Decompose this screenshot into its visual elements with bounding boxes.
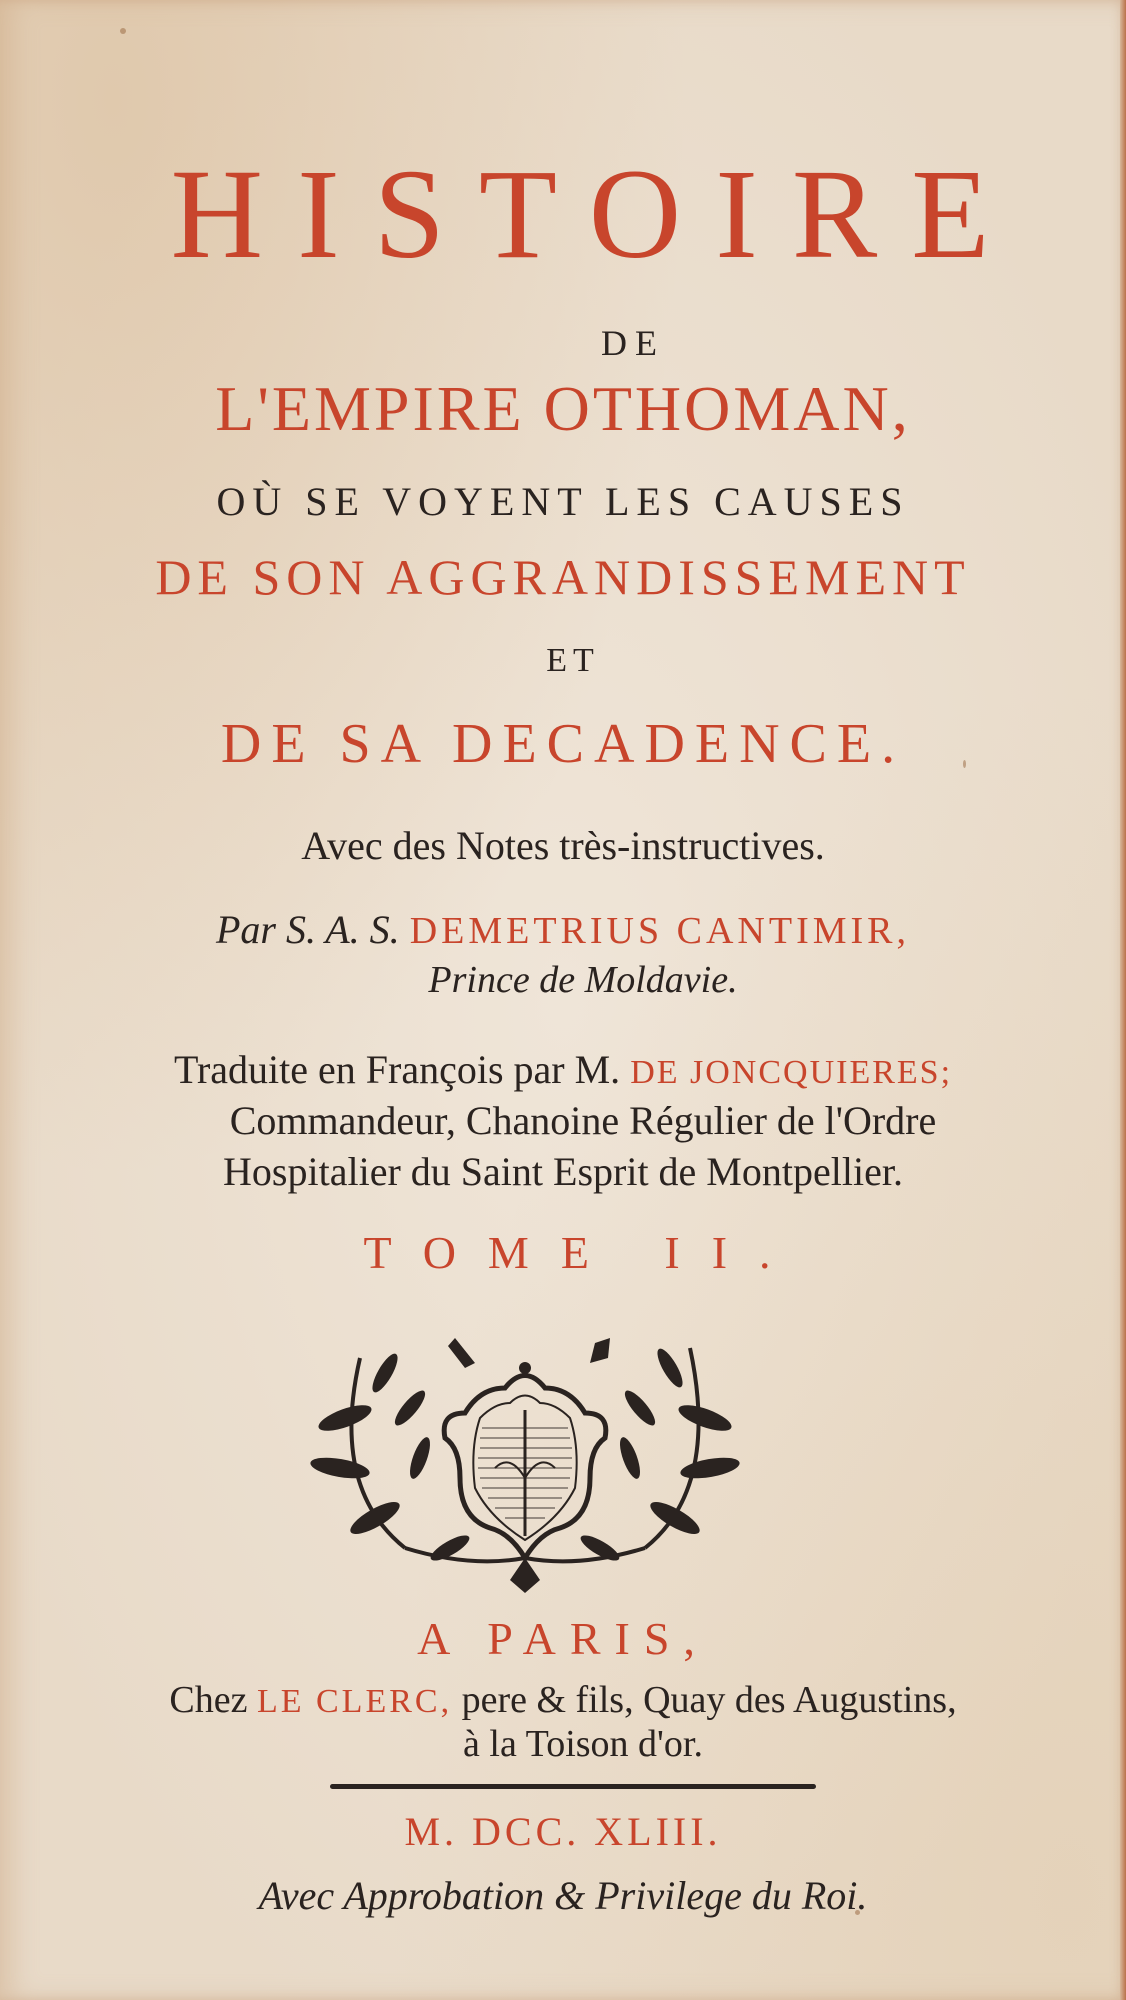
translator-line-2: Commandeur, Chanoine Régulier de l'Ordre (229, 1098, 937, 1143)
notes-line: Avec des Notes très-instructives. (301, 823, 825, 868)
title-de: DE (601, 323, 665, 363)
main-title: HISTOIRE (170, 143, 1024, 285)
foxing-spot (120, 28, 126, 34)
publisher-prefix: Chez (169, 1679, 248, 1721)
publisher-sign: à la Toison d'or. (463, 1723, 703, 1765)
privilege-line: Avec Approbation & Privilege du Roi. (258, 1873, 868, 1918)
publisher-name: LE CLERC, (256, 1683, 453, 1720)
author-prefix: Par S. A. S. (215, 907, 400, 952)
translator-line-1 (0, 1046, 1126, 1093)
imprint-year: M. DCC. XLIII. (404, 1809, 722, 1854)
author-name: DEMETRIUS CANTIMIR, (409, 910, 911, 952)
author-title: Prince de Moldavie. (428, 959, 738, 1001)
translator-name: DE JONCQUIERES; (630, 1054, 953, 1091)
imprint-place: A PARIS, (417, 1613, 709, 1664)
author-line (0, 906, 1126, 953)
title-subject: L'EMPIRE OTHOMAN, (215, 373, 911, 444)
subtitle-line-3: DE SA DECADENCE. (220, 713, 906, 775)
ornament-vignette-icon (290, 1318, 760, 1598)
translator-prefix: Traduite en François par M. (173, 1047, 621, 1092)
publisher-address: pere & fils, Quay des Augustins, (461, 1679, 957, 1721)
volume-number: TOME II. (363, 1227, 803, 1278)
imprint-publisher-line (0, 1678, 1126, 1722)
subtitle-line-2: DE SON AGGRANDISSEMENT (155, 549, 971, 605)
translator-line-3: Hospitalier du Saint Esprit de Montpellier. (223, 1149, 903, 1194)
subtitle-line-1: OÙ SE VOYENT LES CAUSES (216, 479, 910, 524)
horizontal-rule (330, 1784, 816, 1789)
subtitle-conjunction: ET (546, 642, 600, 679)
